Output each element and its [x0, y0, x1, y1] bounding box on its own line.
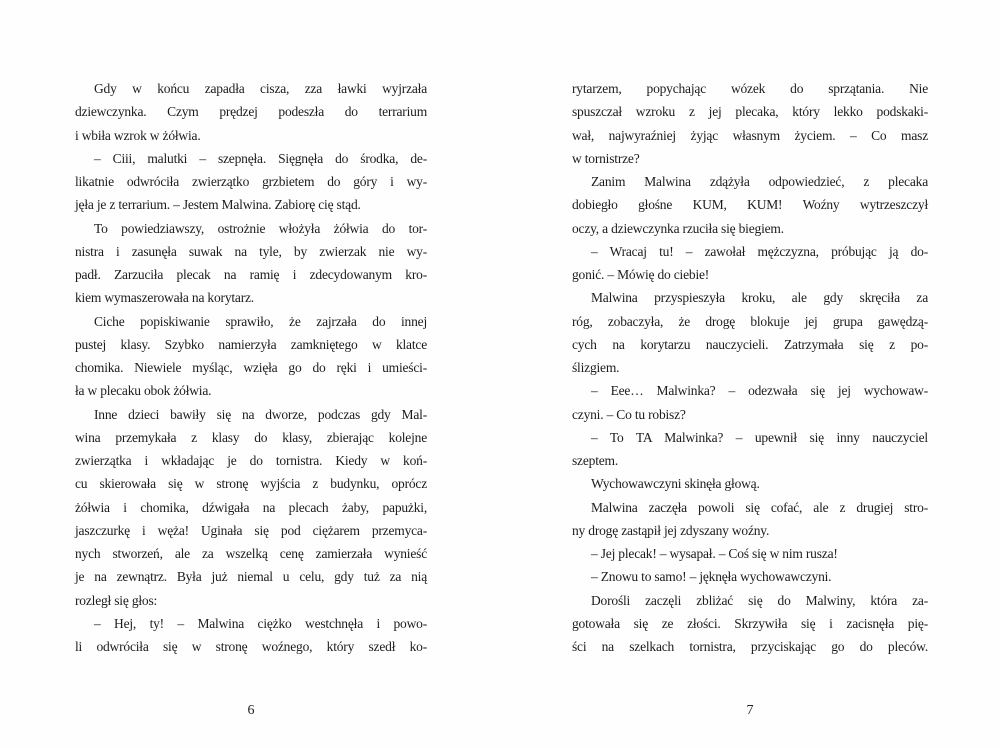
page-right: [572, 0, 928, 748]
text-line: w tornistrze?: [572, 150, 640, 166]
text-line: ła w plecaku obok żółwia.: [75, 383, 212, 399]
text-line: szeptem.: [572, 453, 619, 468]
body-text: [75, 77, 427, 658]
text-line: rozległ się głos:: [75, 592, 158, 608]
text-line: dobiegło głośne KUM, KUM! Woźny wytrzeszczył: [572, 197, 928, 213]
text-line: – Znowu to samo! – jęknęła wychowawczyni.: [591, 569, 832, 585]
body-text: [572, 77, 928, 658]
text-line: – Wracaj tu! – zawołał mężczyzna, próbując ją do-: [591, 243, 928, 259]
text-line: Wychowawczyni skinęła głową.: [591, 476, 760, 492]
text-line: pustej klasy. Szybko namierzyła zamkniętego w klatce: [75, 336, 427, 352]
text-line: – To TA Malwinka? – upewnił się inny nauczyciel: [591, 429, 928, 445]
text-line: – Hej, ty! – Malwina ciężko westchnęła i powo-: [94, 615, 427, 631]
text-line: nych stworzeń, ale za wszelką cenę zamierzała wynieść: [75, 546, 427, 561]
text-line: nistra i zasunęła suwak na tyle, by zwierzak nie wy-: [75, 243, 427, 259]
text-line: padł. Zarzuciła plecak na ramię i zdecydowanym kro-: [75, 267, 427, 282]
text-line: – Eee… Malwinka? – odezwała się jej wychowaw-: [591, 383, 928, 399]
text-line: Malwina przyspieszyła kroku, ale gdy skręciła za: [591, 290, 928, 306]
text-line: Gdy w końcu zapadła cisza, zza ławki wyjrzała: [94, 81, 427, 96]
text-line: spuszczał wzroku z jej plecaka, który lekko podskaki-: [572, 104, 928, 120]
text-line: chomika. Niewiele myśląc, wzięła go do ręki i umieści-: [75, 360, 427, 375]
text-line: jaszczurkę i węża! Uginała się pod ciężarem przemyca-: [75, 522, 427, 538]
text-line: gonić. – Mówię do ciebie!: [572, 267, 710, 282]
text-line: – Ciii, malutki – szepnęła. Sięgnęła do środka, de-: [94, 150, 427, 166]
text-line: żółwia i chomika, dźwigała na plecach żaby, papużki,: [75, 499, 427, 515]
text-line: – Jej plecak! – wysapał. – Coś się w nim rusza!: [591, 546, 838, 561]
text-line: ści na szelkach tornistra, przyciskając go do pleców.: [572, 639, 928, 654]
text-line: ny drogę zastąpił jej zdyszany woźny.: [572, 522, 770, 538]
text-line: Dorośli zaczęli zbliżać się do Malwiny, która za-: [591, 592, 928, 608]
text-line: jęła je z terrarium. – Jestem Malwina. Zabiorę cię stąd.: [75, 197, 361, 213]
text-line: To powiedziawszy, ostrożnie włożyła żółwia do tor-: [94, 220, 427, 236]
text-line: cych na korytarzu nauczycieli. Zatrzymała się z po-: [572, 336, 928, 352]
text-line: gotowała się ze złości. Skrzywiła się i zacisnęła pię-: [572, 615, 928, 631]
text-line: Zanim Malwina zdążyła odpowiedzieć, z plecaka: [591, 174, 928, 189]
text-line: likatnie odwróciła zwierzątko grzbietem do góry i wy-: [75, 174, 427, 189]
text-line: Inne dzieci bawiły się na dworze, podczas gdy Mal-: [94, 406, 427, 422]
page-number: 6: [247, 703, 255, 718]
text-line: róg, zobaczyła, że drogę blokuje jej grupa gawędzą-: [572, 313, 928, 329]
text-line: rytarzem, popychając wózek do sprzątania. Nie: [572, 81, 928, 96]
text-line: kiem wymaszerowała na korytarz.: [75, 290, 254, 306]
text-line: i wbiła wzrok w żółwia.: [75, 127, 201, 143]
text-line: je na zewnątrz. Była już niemal u celu, gdy tuż za nią: [75, 569, 427, 585]
text-line: wina przemykała z klasy do klasy, zbierając kolejne: [75, 429, 427, 445]
text-line: li odwróciła się w stronę woźnego, który szedł ko-: [75, 639, 427, 654]
text-line: cu skierowała się w stronę wyjścia z budynku, oprócz: [75, 476, 427, 492]
page-number: 7: [746, 703, 754, 718]
page-left: [75, 0, 427, 748]
text-line: Malwina zaczęła powoli się cofać, ale z drugiej stro-: [591, 499, 928, 515]
text-line: czyni. – Co tu robisz?: [572, 406, 686, 422]
text-line: dziewczynka. Czym prędzej podeszła do terrarium: [75, 104, 427, 120]
text-line: wał, najwyraźniej żyjąc własnym życiem. – Co masz: [572, 127, 928, 143]
text-line: ślizgiem.: [572, 360, 620, 375]
text-line: oczy, a dziewczynka rzuciła się biegiem.: [572, 220, 784, 236]
text-line: Ciche popiskiwanie sprawiło, że zajrzała do innej: [94, 313, 427, 329]
text-line: zwierzątka i wkładając je do tornistra. Kiedy w koń-: [75, 453, 427, 468]
